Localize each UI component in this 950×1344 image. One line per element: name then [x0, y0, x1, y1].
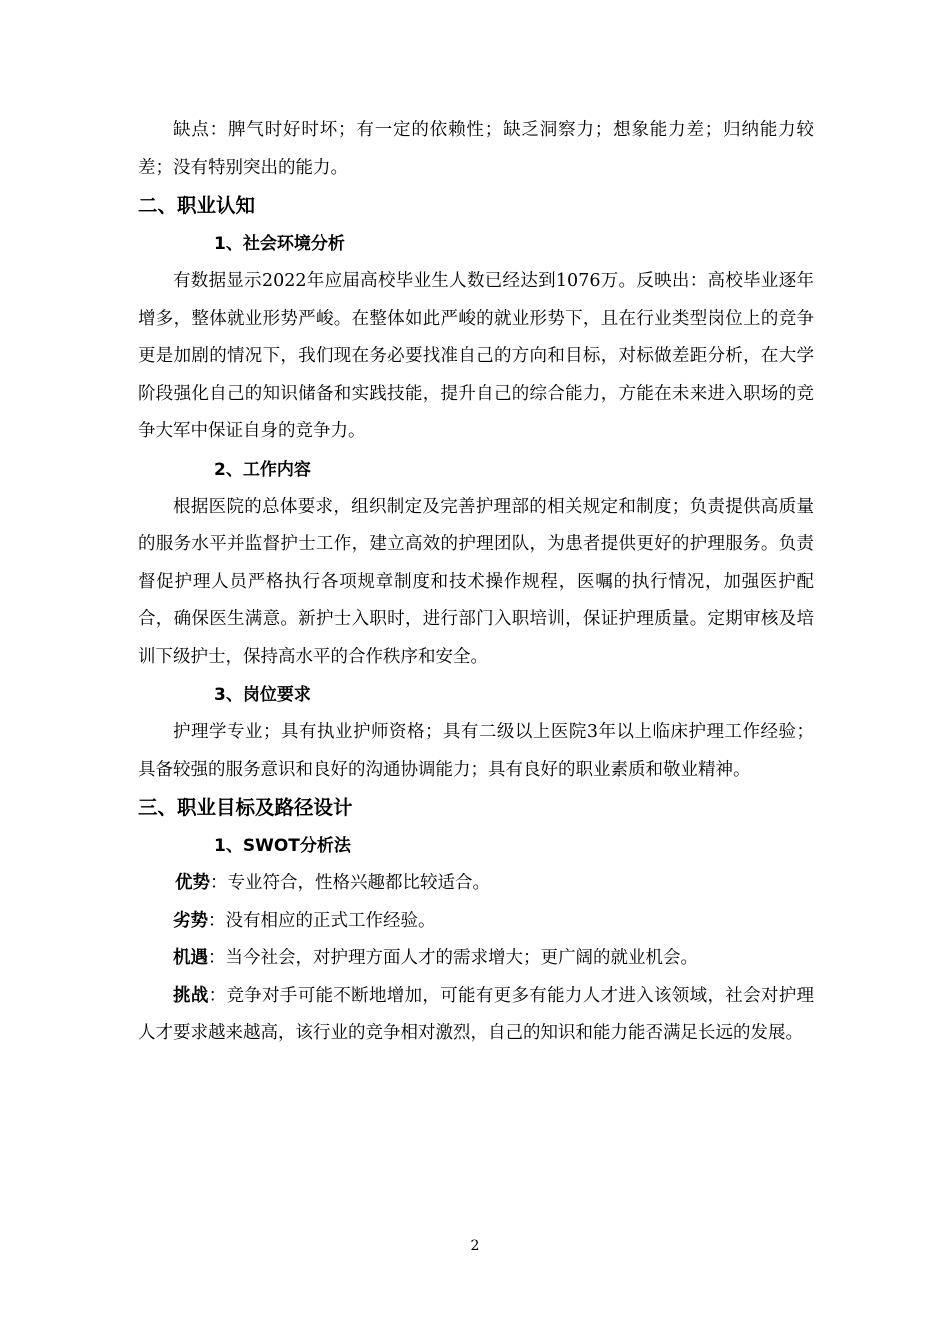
swot-strength-text: ：专业符合，性格兴趣都比较适合。 [210, 873, 490, 893]
swot-opportunity [138, 940, 814, 978]
swot-weakness-text: ：没有相应的正式工作经验。 [208, 910, 436, 931]
weakness-paragraph: 缺点：脾气时好时坏；有一定的依赖性；缺乏洞察力；想象能力差；归纳能力较差；没有特别突出的能力。 [138, 120, 814, 178]
social-environment-paragraph: 有数据显示2022年应届高校毕业生人数已经达到1076万。反映出：高校毕业逐年增多，整体就业形势严峻。在整体如此严峻的就业形势下，且在行业类型岗位上的竞争更是加剧的情况下，我们现在务必要找准自己的方向和目标，对标做差距分析，在大学阶段强化自己的知识储备和实践技能，提升自己的综合能力，方能在未来进入职场的竞争大军中保证自身的竞争力。 [138, 271, 814, 441]
swot-strength [138, 865, 814, 903]
swot-weakness [138, 903, 814, 941]
swot-threat [138, 978, 814, 1053]
section-3-1-heading: 1、SWOT分析法 [214, 836, 351, 856]
swot-opportunity-text: ：当今社会，对护理方面人才的需求增大；更广阔的就业机会。 [208, 948, 698, 968]
swot-weakness-label: 劣势 [173, 910, 208, 931]
section-2-heading: 二、职业认知 [138, 194, 256, 217]
swot-threat-text: ：竞争对手可能不断地增加，可能有更多有能力人才进入该领域，社会对护理人才要求越来越高，该行业的竞争相对激烈，自己的知识和能力能否满足长远的发展。 [138, 985, 815, 1043]
swot-opportunity-label: 机遇 [173, 948, 208, 968]
section-2-2-heading: 2、工作内容 [214, 459, 311, 480]
work-content-paragraph: 根据医院的总体要求，组织制定及完善护理部的相关规定和制度；负责提供高质量的服务水平并监督护士工作，建立高效的护理团队，为患者提供更好的护理服务。负责督促护理人员严格执行各项规章制度和技术操作规程，医嘱的执行情况，加强医护配合，确保医生满意。新护士入职时，进行部门入职培训，保证护理质量。定期审核及培训下级护士，保持高水平的合作秩序和安全。 [138, 496, 814, 667]
swot-threat-label: 挑战 [173, 985, 209, 1006]
page-number: 2 [470, 1238, 480, 1254]
swot-strength-label: 优势 [175, 873, 210, 893]
job-requirements-paragraph: 护理学专业；具有执业护师资格；具有二级以上医院3年以上临床护理工作经验；具备较强的服务意识和良好的沟通协调能力；具有良好的职业素质和敬业精神。 [138, 722, 814, 780]
page-content [138, 112, 814, 1053]
section-2-3-heading: 3、岗位要求 [214, 685, 311, 705]
section-3-heading: 三、职业目标及路径设计 [138, 796, 353, 819]
section-2-1-heading: 1、社会环境分析 [214, 234, 345, 254]
